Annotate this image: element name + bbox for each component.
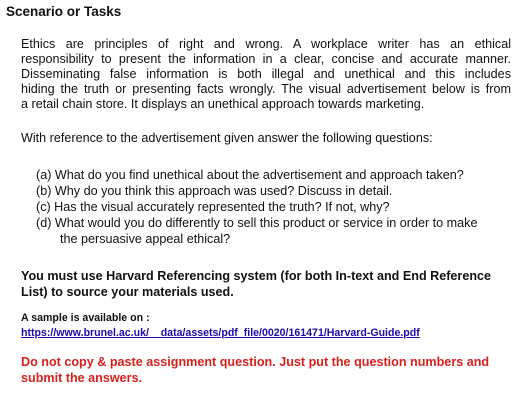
intro-line: a retail chain store. It displays an unethical approach towards marketing. — [21, 97, 425, 111]
submission-warning: Do not copy & paste assignment question. Just put the question numbers and submit the answers. — [21, 355, 490, 385]
question-text: (d) What would you do differently to sell this product or service in order to make — [36, 216, 478, 230]
intro-line: Ethics are principles of right and wrong. A workplace writer has an ethical — [21, 37, 511, 51]
section-heading: Scenario or Tasks — [6, 4, 122, 19]
question-list — [36, 167, 516, 247]
question-text: (b) Why do you think this approach was used? Discuss in detail. — [36, 184, 393, 198]
harvard-guide-link[interactable]: https://www.brunel.ac.uk/__data/assets/pdf_file/0020/161471/Harvard-Guide.pdf — [21, 327, 420, 339]
question-item — [36, 199, 516, 215]
sample-label: A sample is available on : — [21, 312, 150, 324]
questions-intro: With reference to the advertisement given answer the following questions: — [21, 131, 433, 145]
intro-line: responsibility to present the information in a clear, concise and accurate manner. — [21, 52, 511, 66]
question-text: (a) What do you find unethical about the advertisement and approach taken? — [36, 168, 464, 182]
intro-paragraph — [21, 37, 511, 112]
question-continuation: the persuasive appeal ethical? — [60, 232, 231, 246]
referencing-note: You must use Harvard Referencing system (for both In-text and End Reference List) to source your materials used. — [21, 269, 492, 299]
question-item — [36, 215, 516, 247]
question-item — [36, 183, 516, 199]
question-item — [36, 167, 516, 183]
intro-line: Disseminating false information is both illegal and unethical and this includes — [21, 67, 511, 81]
question-text: (c) Has the visual accurately represented the truth? If not, why? — [36, 200, 390, 214]
intro-line: hiding the truth or presenting facts wrongly. The visual advertisement below is from — [21, 82, 511, 96]
